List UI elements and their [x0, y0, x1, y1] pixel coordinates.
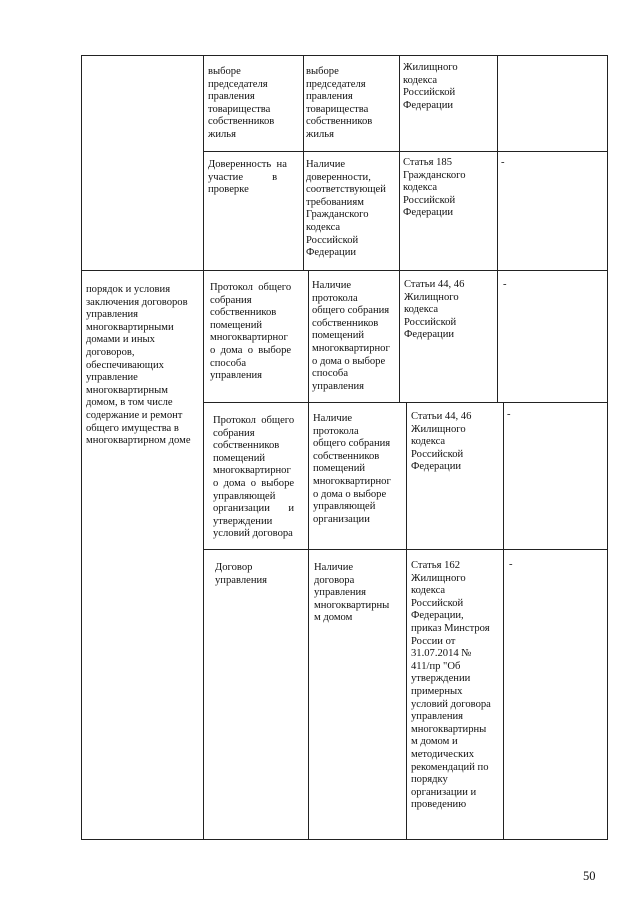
- row5-col4: Статья 162 Жилищного кодекса Российской Федерации, приказ Минстроя России от 31.07.2014 № 411/пр "Об утверждении примерных условий договора управления многоквартирны м домом и методических рекомендаций по порядку организации и проведению: [411, 560, 491, 811]
- col-divider-1: [203, 55, 204, 840]
- row-divider-2: [81, 270, 608, 271]
- row1-col4: Жилищного кодекса Российской Федерации: [403, 62, 458, 111]
- row2-col4: Статья 185 Гражданского кодекса Российской Федерации: [403, 157, 466, 219]
- col-divider-2b: [308, 270, 309, 840]
- row1-col3: выборе председателя правления товарищества собственников жилья: [306, 66, 373, 140]
- row4-col2: Протокол общего собрания собственников помещений многоквартирног о дома о выборе управляющей организации и утверждении условий договора: [213, 415, 295, 540]
- row4-col5: -: [507, 409, 511, 420]
- table-border-bottom: [81, 839, 608, 840]
- table-border-left: [81, 55, 82, 840]
- row3-col4: Статьи 44, 46 Жилищного кодекса Российской Федерации: [404, 279, 465, 341]
- table-border-right: [607, 55, 608, 840]
- row3-col2: Протокол общего собрания собственников помещений многоквартирног о дома о выборе способа управления: [210, 282, 292, 382]
- col-divider-3b: [406, 402, 407, 840]
- table-border-top: [81, 55, 608, 56]
- row5-col2: Договор управления: [215, 562, 268, 586]
- row3-col5: -: [503, 279, 507, 290]
- row2-col5: -: [501, 157, 505, 168]
- col-divider-2a: [303, 55, 304, 270]
- row4-col3: Наличие протокола общего собрания собственников помещений многоквартирног о дома о выборе управляющей организации: [313, 413, 391, 525]
- row2-col2: Доверенность на участие в проверке: [208, 159, 287, 196]
- row4-col4: Статьи 44, 46 Жилищного кодекса Российской Федерации: [411, 411, 472, 473]
- row5-col5: -: [509, 559, 513, 570]
- row5-col3: Наличие договора управления многоквартирны м домом: [314, 562, 390, 624]
- row3-col1: порядок и условия заключения договоров управления многоквартирными домами и иных договоров, обеспечивающих управление многоквартирным домом, в том числе содержание и ремонт общего имущества в многоквартирном доме: [86, 284, 191, 447]
- col-divider-4a: [497, 55, 498, 402]
- row-divider-4: [203, 549, 608, 550]
- row3-col3: Наличие протокола общего собрания собственников помещений многоквартирног о дома о выборе способа управления: [312, 280, 390, 392]
- page-number: 50: [583, 869, 596, 883]
- row2-col3: Наличие доверенности, соответствующей требованиям Гражданского кодекса Российской Федерации: [306, 159, 386, 259]
- row-divider-3: [203, 402, 608, 403]
- row-divider-1: [203, 151, 608, 152]
- row1-col2: выборе председателя правления товарищества собственников жилья: [208, 66, 275, 140]
